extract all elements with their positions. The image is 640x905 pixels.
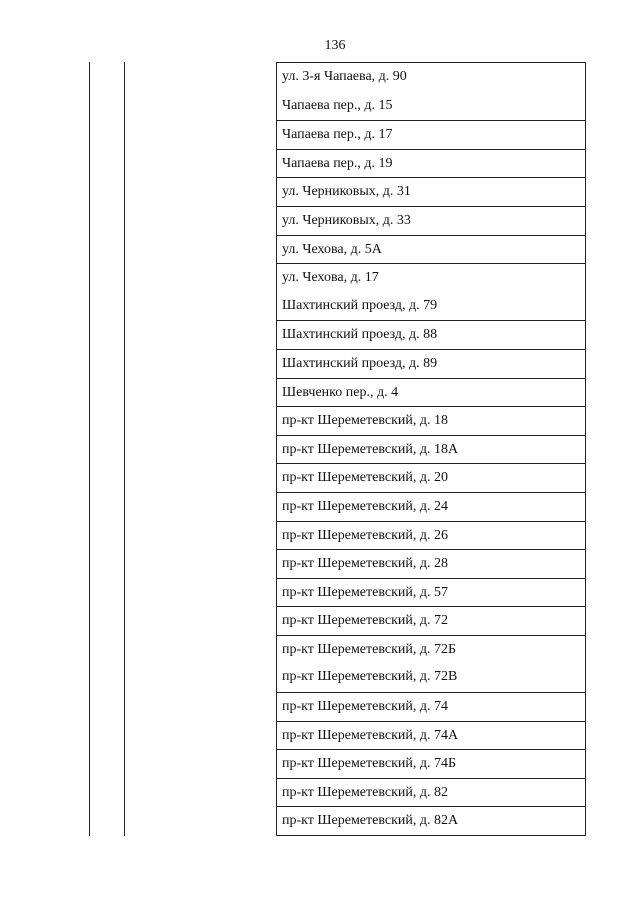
address-row: Шахтинский проезд, д. 89: [276, 349, 585, 378]
address-row: Чапаева пер., д. 19: [276, 149, 585, 178]
address-row: ул. Черниковых, д. 31: [276, 177, 585, 206]
address-row: пр-кт Шереметевский, д. 74: [276, 692, 585, 721]
address-row: Чапаева пер., д. 15: [282, 97, 393, 113]
address-row: ул. Черниковых, д. 33: [276, 206, 585, 235]
address-row: пр-кт Шереметевский, д. 72В: [282, 669, 458, 685]
address-row: пр-кт Шереметевский, д. 20: [276, 463, 585, 492]
address-row: ул. Чехова, д. 5А: [276, 235, 585, 264]
address-row: пр-кт Шереметевский, д. 74Б: [276, 749, 585, 778]
address-row: пр-кт Шереметевский, д. 26: [276, 521, 585, 550]
address-row: пр-кт Шереметевский, д. 72Б: [276, 635, 585, 664]
address-row: пр-кт Шереметевский, д. 82: [276, 778, 585, 807]
address-row: пр-кт Шереметевский, д. 28: [276, 549, 585, 578]
address-row: ул. 3-я Чапаева, д. 90: [282, 69, 407, 84]
address-row: ул. Чехова, д. 17: [276, 263, 585, 292]
page-number: 136: [324, 38, 346, 53]
address-row: пр-кт Шереметевский, д. 72: [276, 606, 585, 635]
address-row: пр-кт Шереметевский, д. 82А: [276, 806, 585, 835]
column-divider-left: [89, 62, 90, 836]
address-row: пр-кт Шереметевский, д. 18А: [276, 435, 585, 464]
address-row: пр-кт Шереметевский, д. 24: [276, 492, 585, 521]
address-row: пр-кт Шереметевский, д. 57: [276, 578, 585, 607]
address-row: Чапаева пер., д. 17: [276, 120, 585, 149]
column-divider-middle: [124, 62, 125, 836]
address-row: Шахтинский проезд, д. 79: [282, 297, 438, 313]
address-row: Шахтинский проезд, д. 88: [276, 320, 585, 349]
address-row: пр-кт Шереметевский, д. 74А: [276, 721, 585, 750]
address-table: [276, 62, 586, 836]
address-row: пр-кт Шереметевский, д. 18: [276, 406, 585, 435]
address-row: Шевченко пер., д. 4: [276, 378, 585, 407]
